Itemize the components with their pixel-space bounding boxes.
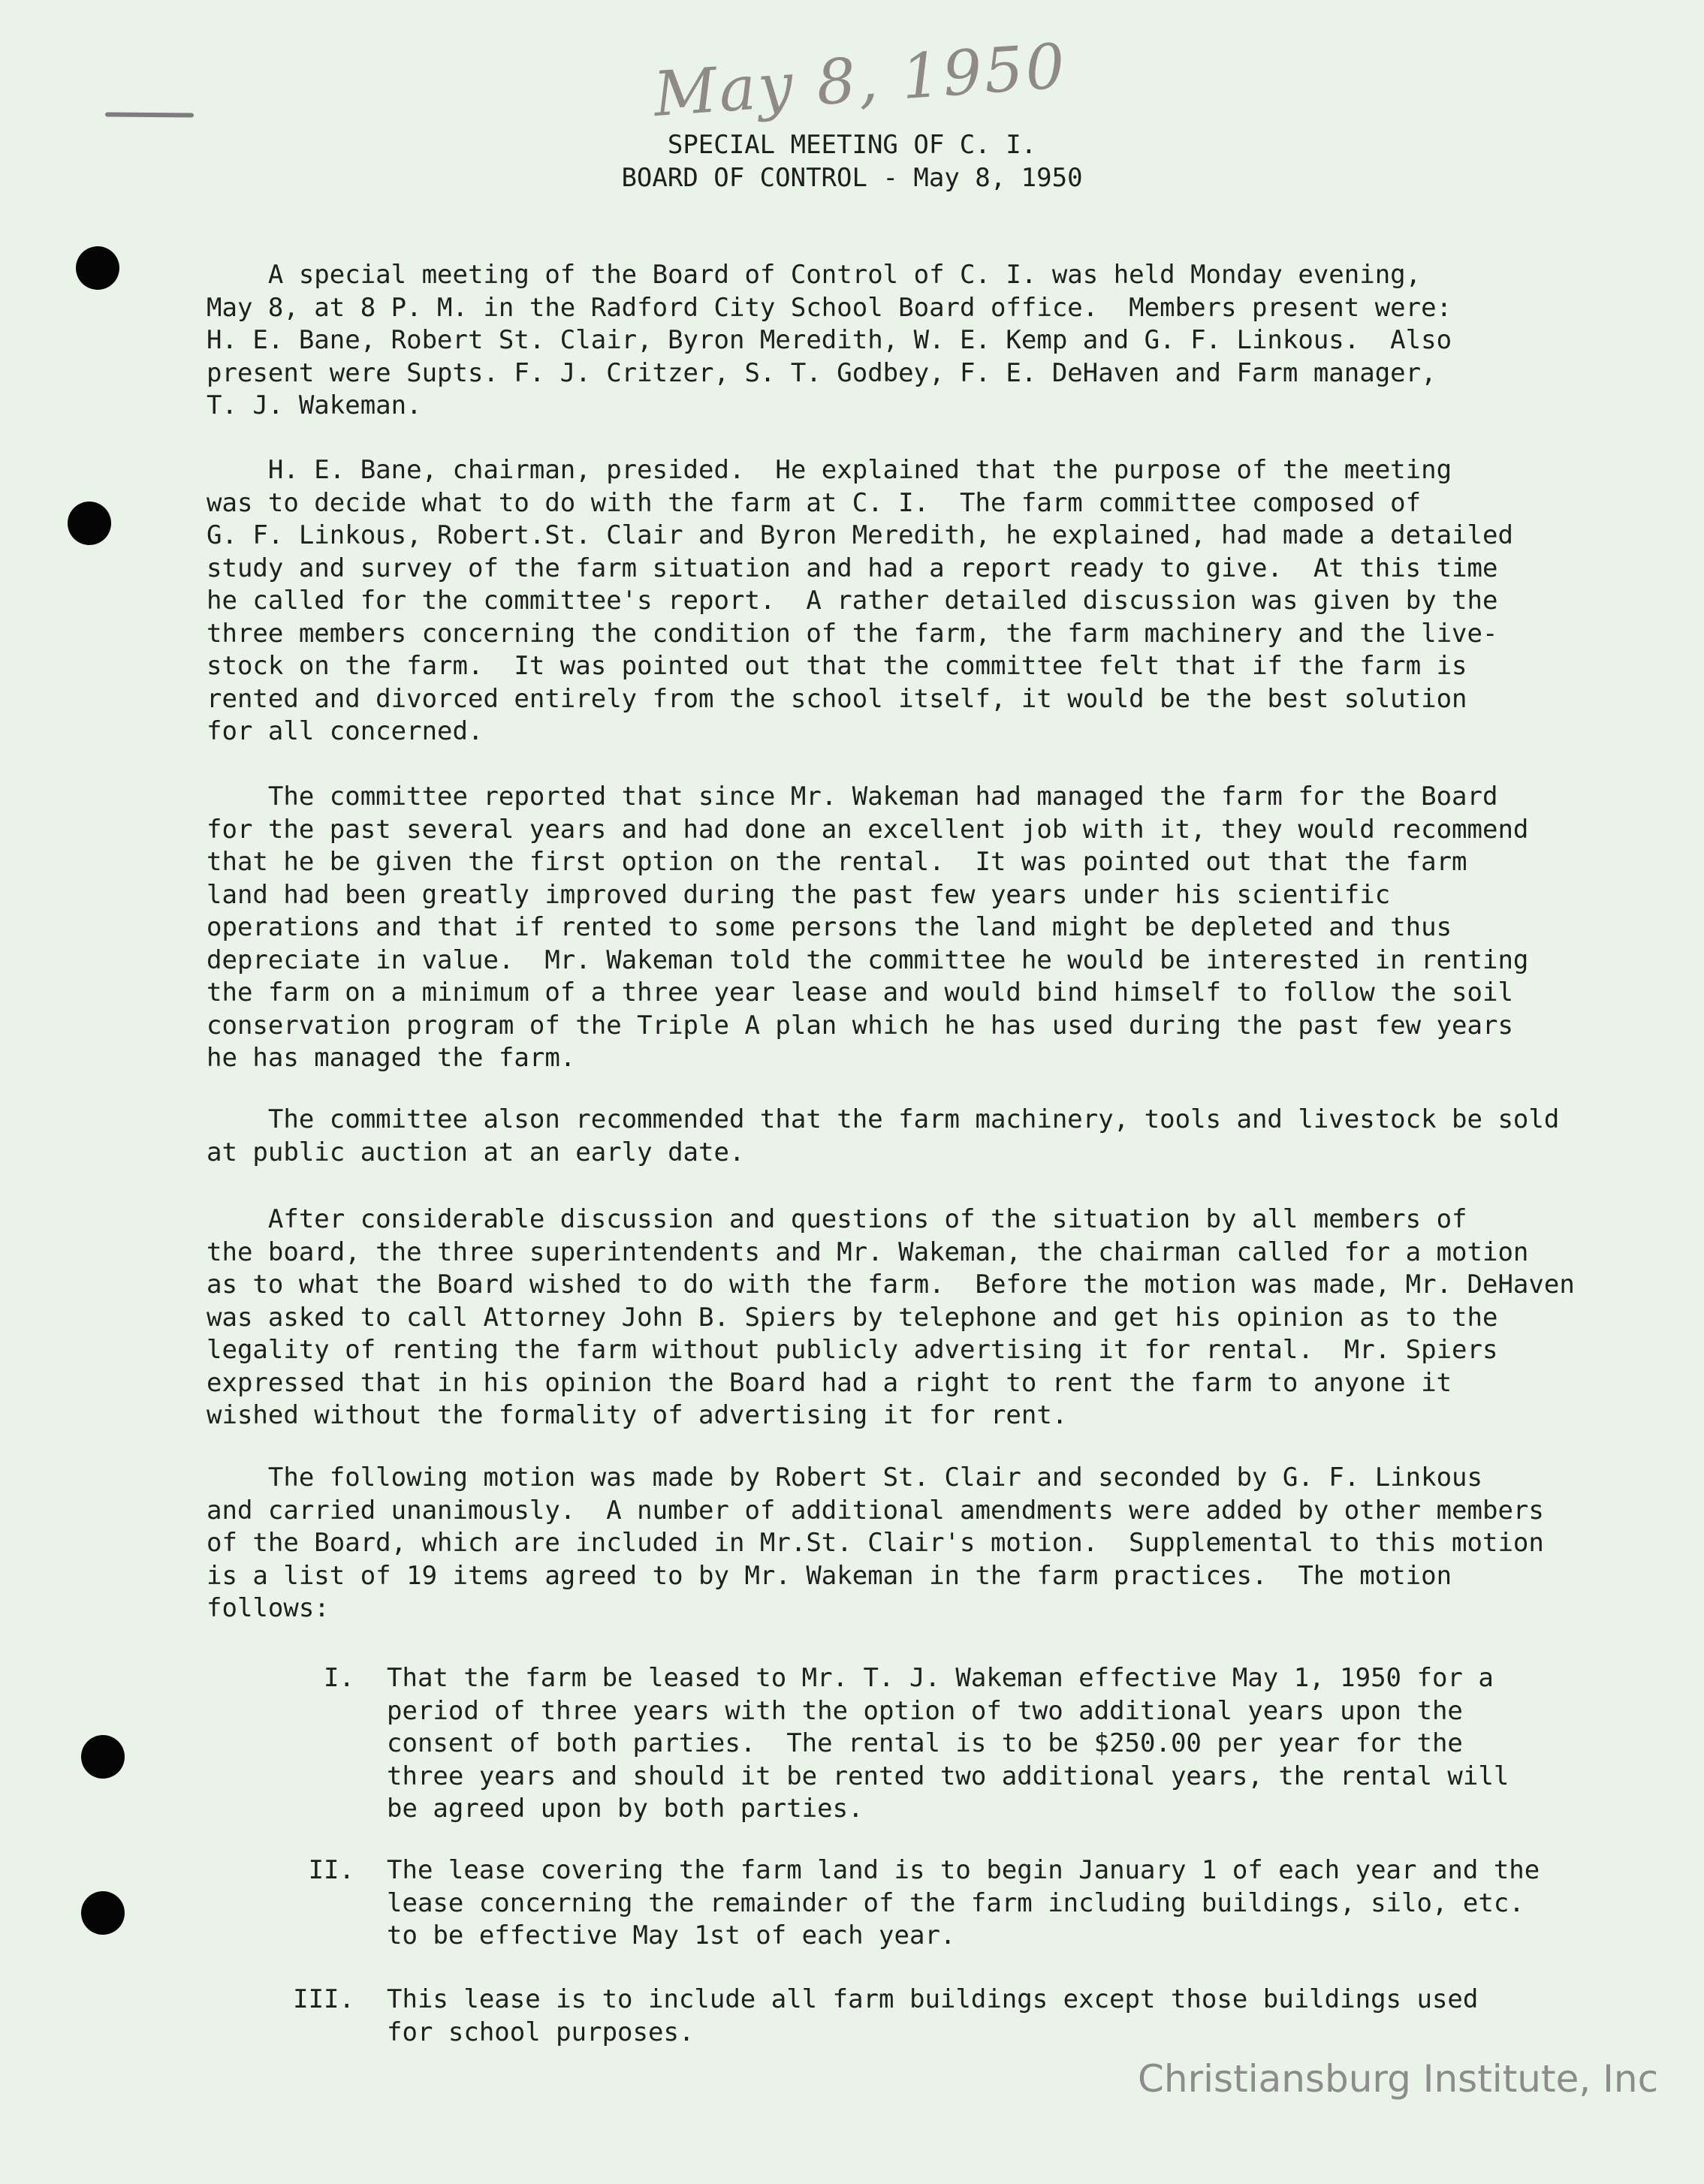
paragraph-auction: The committee alson recommended that the farm machinery, tools and livestock be sold at public auction at an early date. (207, 1104, 1560, 1167)
paragraph-attendance: A special meeting of the Board of Control of C. I. was held Monday evening, May 8, at 8 P. M. in the Radford City School Board office. Members present were: H. E. Bane, Robert St. Clair, Byron Meredith, W. E. Kemp and G. F. Linkous. Also present were Supts. F. J. Critzer, S. T. Godbey, F. E. DeHaven and Farm manager, T. J. Wakeman. (207, 260, 1452, 420)
document-subtitle: BOARD OF CONTROL - May 8, 1950 (621, 163, 1083, 193)
punch-hole-3 (81, 1735, 125, 1779)
item-text: This lease is to include all farm buildings except those buildings used for school purposes. (387, 1984, 1479, 2047)
paragraph-committee-report: The committee reported that since Mr. Wakeman had managed the farm for the Board for the past several years and had done an excellent job with it, they would recommend that he be given the first option on the rental. It was pointed out that the farm land had been greatly improved during the past few years under his scientific operations and that if rented to some persons the land might be depleted and thus depreciate in value. Mr. Wakeman told the committee he would be interested in renting the farm on a minimum of a three year lease and would bind himself to follow the soil conservation program of the Triple A plan which he has used during the past few years he has managed the farm. (207, 782, 1529, 1073)
pencil-mark (105, 112, 194, 117)
item-number: II. (308, 1855, 354, 1885)
paragraph-motion: The following motion was made by Robert St. Clair and seconded by G. F. Linkous and carried unanimously. A number of additional amendments were added by other members of the Board, which are included in Mr.St. Clair's motion. Supplemental to this motion is a list of 19 items agreed to by Mr. Wakeman in the farm practices. The motion follows: (207, 1463, 1544, 1623)
punch-hole-2 (68, 502, 111, 545)
watermark: Christiansburg Institute, Inc (1138, 2057, 1659, 2101)
item-text: The lease covering the farm land is to begin January 1 of each year and the lease concerning the remainder of the farm including buildings, silo, etc. to be effective May 1st of each year. (387, 1855, 1540, 1951)
punch-hole-1 (76, 246, 119, 290)
document-title: SPECIAL MEETING OF C. I. (667, 130, 1037, 160)
item-text: That the farm be leased to Mr. T. J. Wakeman effective May 1, 1950 for a period of three years with the option of two additional years upon the consent of both parties. The rental is to be $250.00 per year for the three years and should it be rented two additional years, the rental will be agreed upon by both parties. (387, 1663, 1509, 1824)
item-number: III. (293, 1984, 354, 2014)
item-number: I. (324, 1663, 354, 1693)
punch-hole-4 (81, 1891, 125, 1935)
handwritten-date: May 8, 1950 (651, 30, 1069, 131)
paragraph-discussion: After considerable discussion and questions of the situation by all members of the board, the three superintendents and Mr. Wakeman, the chairman called for a motion as to what the Board wished to do with the farm. Before the motion was made, Mr. DeHaven was asked to call Attorney John B. Spiers by telephone and get his opinion as to the legality of renting the farm without publicly advertising it for rental. Mr. Spiers expressed that in his opinion the Board had a right to rent the farm to anyone it wished without the formality of advertising it for rent. (207, 1204, 1575, 1430)
paragraph-purpose: H. E. Bane, chairman, presided. He explained that the purpose of the meeting was to decide what to do with the farm at C. I. The farm committee composed of G. F. Linkous, Robert.St. Clair and Byron Meredith, he explained, had made a detailed study and survey of the farm situation and had a report ready to give. At this time he called for the committee's report. A rather detailed discussion was given by the three members concerning the condition of the farm, the farm machinery and the live- stock on the farm. It was pointed out that the committee felt that if the farm is rented and divorced entirely from the school itself, it would be the best solution for all concerned. (207, 455, 1513, 746)
